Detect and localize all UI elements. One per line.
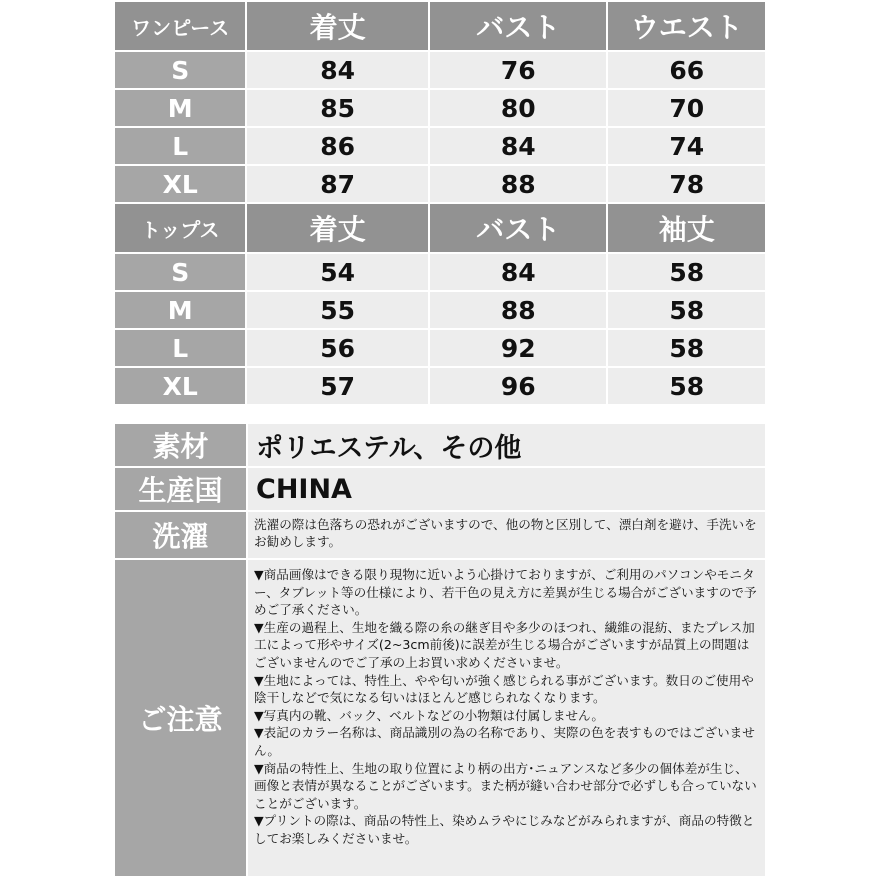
tops-header-bust: バスト: [430, 204, 607, 252]
size-value: 84: [430, 128, 607, 164]
material-value: ポリエステル、その他: [248, 424, 765, 466]
size-value: 56: [247, 330, 428, 366]
table-row: [115, 90, 765, 126]
material-row: [113, 424, 767, 466]
size-value: 55: [247, 292, 428, 328]
size-label: S: [115, 52, 245, 88]
washing-label: 洗濯: [115, 512, 246, 558]
table-row: [115, 166, 765, 202]
dress-header-length: 着丈: [247, 2, 428, 50]
size-value: 58: [608, 330, 765, 366]
washing-row: [113, 512, 767, 558]
size-label: XL: [115, 166, 245, 202]
size-value: 84: [247, 52, 428, 88]
notes-text: ▼商品画像はできる限り現物に近いよう心掛けておりますが、ご利用のパソコンやモニター、タブレット等の仕様により、若干色の見え方に差異が生じる場合がございますので予めご了承ください。 ▼生産の過程上、生地を織る際の糸の継ぎ目や多少のほつれ、繊維の混紡、またプレス加工によって形やサイズ(2~3cm前後)に誤差が生じる場合がございますが品質上の問題はございませんのでご了承の上お買い求めくださいませ。 ▼生地によっては、特性上、やや匂いが強く感じられる事がございます。数日のご使用や陰干しなどで気になる匂いはほとんど感じられなくなります。 ▼写真内の靴、バック、ベルトなどの小物類は付属しません。 ▼表記のカラー名称は、商品識別の為の名称であり、実際の色を表すものではございません。 ▼商品の特性上、生地の取り位置により柄の出方･ニュアンスなど多少の個体差が生じ、画像と表情が異なることがございます。また柄が縫い合わせ部分で必ずしも合っていないことがございます。 ▼プリントの際は、商品の特性上、染めムラやにじみなどがみられますが、商品の特徴としてお楽しみくださいませ。: [248, 560, 765, 876]
size-value: 85: [247, 90, 428, 126]
size-value: 74: [608, 128, 765, 164]
size-value: 86: [247, 128, 428, 164]
size-value: 58: [608, 254, 765, 290]
material-label: 素材: [115, 424, 246, 466]
tops-header-row: [115, 204, 765, 252]
origin-row: [113, 468, 767, 510]
dress-header-waist: ウエスト: [608, 2, 765, 50]
size-value: 80: [430, 90, 607, 126]
size-table: [113, 0, 767, 406]
size-value: 84: [430, 254, 607, 290]
table-row: [115, 368, 765, 404]
size-value: 58: [608, 292, 765, 328]
size-value: 57: [247, 368, 428, 404]
size-value: 96: [430, 368, 607, 404]
size-label: S: [115, 254, 245, 290]
tops-header-length: 着丈: [247, 204, 428, 252]
table-row: [115, 128, 765, 164]
dress-title: ワンピース: [115, 2, 245, 50]
size-value: 92: [430, 330, 607, 366]
table-row: [115, 330, 765, 366]
notes-label: ご注意: [115, 560, 246, 876]
size-value: 76: [430, 52, 607, 88]
table-row: [115, 254, 765, 290]
tops-title: トップス: [115, 204, 245, 252]
dress-header-row: [115, 2, 765, 50]
origin-label: 生産国: [115, 468, 246, 510]
origin-value: CHINA: [248, 468, 765, 510]
size-value: 66: [608, 52, 765, 88]
size-value: 58: [608, 368, 765, 404]
size-value: 54: [247, 254, 428, 290]
size-value: 70: [608, 90, 765, 126]
table-row: [115, 52, 765, 88]
washing-text: 洗濯の際は色落ちの恐れがございますので、他の物と区別して、漂白剤を避け、手洗いをお勧めします。: [248, 512, 765, 558]
size-label: L: [115, 330, 245, 366]
size-value: 87: [247, 166, 428, 202]
size-label: XL: [115, 368, 245, 404]
table-row: [115, 292, 765, 328]
size-value: 88: [430, 166, 607, 202]
size-chart: [113, 0, 767, 878]
notes-row: [113, 560, 767, 876]
size-label: L: [115, 128, 245, 164]
size-label: M: [115, 90, 245, 126]
size-label: M: [115, 292, 245, 328]
size-value: 78: [608, 166, 765, 202]
tops-header-sleeve: 袖丈: [608, 204, 765, 252]
dress-header-bust: バスト: [430, 2, 607, 50]
size-value: 88: [430, 292, 607, 328]
